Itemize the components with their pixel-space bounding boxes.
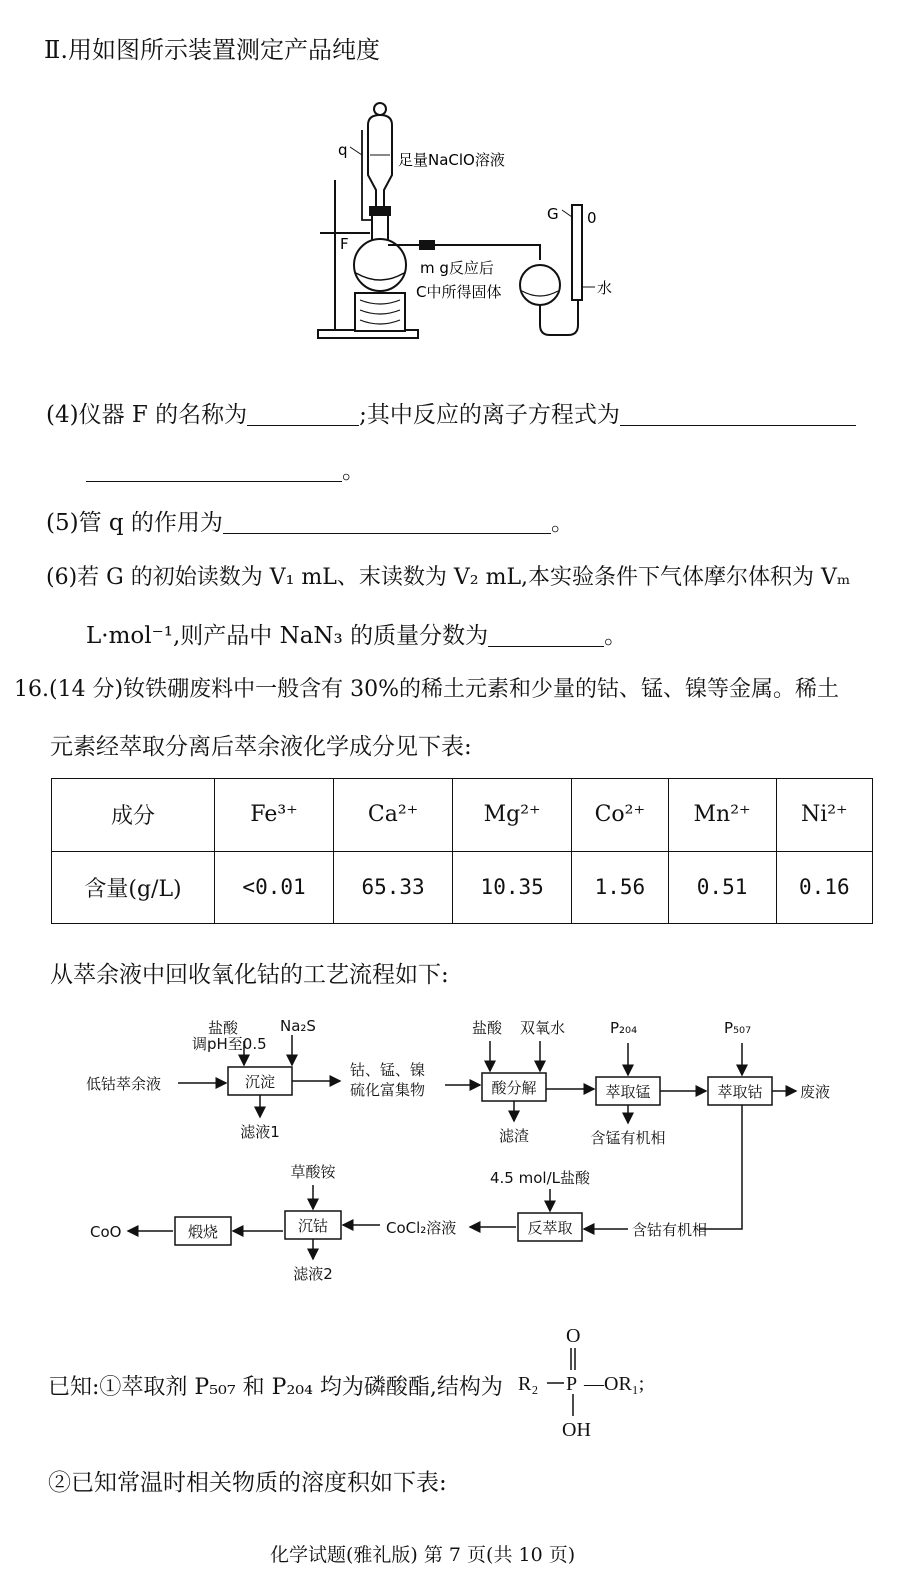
table-header: Ca²⁺ <box>334 779 453 852</box>
table-header: 成分 <box>52 779 215 852</box>
question-4-cont: 。 <box>86 452 365 485</box>
question-16-line1: 16.(14 分)钕铁硼废料中一般含有 30%的稀土元素和少量的钴、锰、镍等金属。稀土 <box>14 677 840 702</box>
struct-o: O <box>566 1325 581 1347</box>
leveling-bulb <box>520 265 560 305</box>
reagent-h2o2: 双氧水 <box>520 1019 566 1037</box>
label-water: 水 <box>597 279 613 297</box>
table-header-row <box>52 779 873 852</box>
flow-intro: 从萃余液中回收氧化钴的工艺流程如下: <box>50 962 449 988</box>
co-organic-phase: 含钴有机相 <box>632 1221 708 1239</box>
label-g: G <box>547 205 559 223</box>
answer-blank-4c[interactable] <box>86 459 342 482</box>
delivery-tube <box>388 245 540 260</box>
filtrate-1: 滤液1 <box>240 1123 280 1141</box>
flow-start: 低钴萃余液 <box>86 1075 162 1093</box>
reagent-ph: 调pH至0.5 <box>192 1035 267 1053</box>
reagent-p507: P₅₀₇ <box>724 1019 752 1037</box>
box-calcine-label: 煅烧 <box>187 1223 219 1241</box>
struct-oh: OH <box>562 1419 591 1441</box>
apparatus-figure <box>300 95 630 350</box>
box-co-precip-label: 沉钴 <box>297 1217 329 1235</box>
dropping-funnel <box>368 115 392 215</box>
sulfide-line2: 硫化富集物 <box>350 1081 426 1099</box>
label-q: q <box>338 141 348 159</box>
cocl2-solution: CoCl₂溶液 <box>386 1219 457 1237</box>
answer-blank-5[interactable] <box>223 511 551 534</box>
struct-r2: R₂ <box>518 1373 539 1395</box>
flask-f <box>354 239 406 291</box>
label-solid-2: C中所得固体 <box>416 283 502 301</box>
table-cell: 10.35 <box>453 851 572 924</box>
burette-g <box>572 205 582 300</box>
known-1: 已知:①萃取剂 P₅₀₇ 和 P₂₀₄ 均为磷酸酯,结构为 <box>48 1375 503 1400</box>
page-footer: 化学试题(雅礼版) 第 7 页(共 10 页) <box>270 1544 576 1566</box>
section-heading: Ⅱ.用如图所示装置测定产品纯度 <box>44 36 380 64</box>
box-back-extract-label: 反萃取 <box>527 1219 573 1237</box>
filtrate-2: 滤液2 <box>293 1265 333 1283</box>
question-5: (5)管 q 的作用为 。 <box>46 510 574 536</box>
table-cell: 1.56 <box>572 851 668 924</box>
product-coo: CoO <box>90 1223 122 1241</box>
box-precipitate-label: 沉淀 <box>244 1073 276 1091</box>
table-header: Fe³⁺ <box>215 779 334 852</box>
question-4: (4)仪器 F 的名称为 ;其中反应的离子方程式为 <box>46 396 856 429</box>
mn-organic-phase: 含锰有机相 <box>590 1129 666 1147</box>
table-header: Ni²⁺ <box>776 779 872 852</box>
composition-table <box>51 778 873 924</box>
table-header: Mn²⁺ <box>668 779 776 852</box>
table-header: Mg²⁺ <box>453 779 572 852</box>
question-6-line1: (6)若 G 的初始读数为 V₁ mL、末读数为 V₂ mL,本实验条件下气体摩尔体积为 Vₘ <box>46 565 851 590</box>
reagent-hcl-2: 盐酸 <box>472 1019 503 1037</box>
process-flowchart <box>80 1005 860 1290</box>
question-16-line2: 元素经萃取分离后萃余液化学成分见下表: <box>50 734 472 760</box>
box-extract-co-label: 萃取钴 <box>717 1083 763 1101</box>
waste-liquid: 废液 <box>800 1083 831 1101</box>
table-cell: 65.33 <box>334 851 453 924</box>
question-6-line2: L·mol⁻¹,则产品中 NaN₃ 的质量分数为 。 <box>86 623 628 649</box>
label-naclo: 足量NaClO溶液 <box>398 151 505 169</box>
box-extract-mn-label: 萃取锰 <box>605 1083 651 1101</box>
label-zero: 0 <box>587 209 597 227</box>
label-solid-1: m g反应后 <box>420 259 494 277</box>
residue: 滤渣 <box>498 1127 530 1145</box>
phosphate-structure <box>514 1318 684 1443</box>
table-cell: 0.16 <box>776 851 872 924</box>
reagent-oxalate: 草酸铵 <box>290 1163 336 1181</box>
struct-p: P <box>566 1373 578 1395</box>
table-row <box>52 851 873 924</box>
table-header: Co²⁺ <box>572 779 668 852</box>
box-acid-decompose-label: 酸分解 <box>491 1079 537 1097</box>
answer-blank-6[interactable] <box>488 624 604 647</box>
sulfide-line1: 钴、锰、镍 <box>350 1061 426 1079</box>
reagent-p204: P₂₀₄ <box>610 1019 638 1037</box>
known-2: ②已知常温时相关物质的溶度积如下表: <box>48 1470 447 1496</box>
answer-blank-4b[interactable] <box>620 403 856 426</box>
answer-blank-4a[interactable] <box>247 403 359 426</box>
reagent-hcl: 盐酸 <box>208 1019 239 1037</box>
table-cell: <0.01 <box>215 851 334 924</box>
label-f: F <box>340 235 349 253</box>
struct-or1: —OR₁; <box>584 1373 645 1395</box>
table-cell: 含量(g/L) <box>52 851 215 924</box>
heater-block <box>355 293 405 331</box>
table-cell: 0.51 <box>668 851 776 924</box>
reagent-hcl-45: 4.5 mol/L盐酸 <box>490 1169 590 1187</box>
reagent-na2s: Na₂S <box>280 1017 316 1035</box>
